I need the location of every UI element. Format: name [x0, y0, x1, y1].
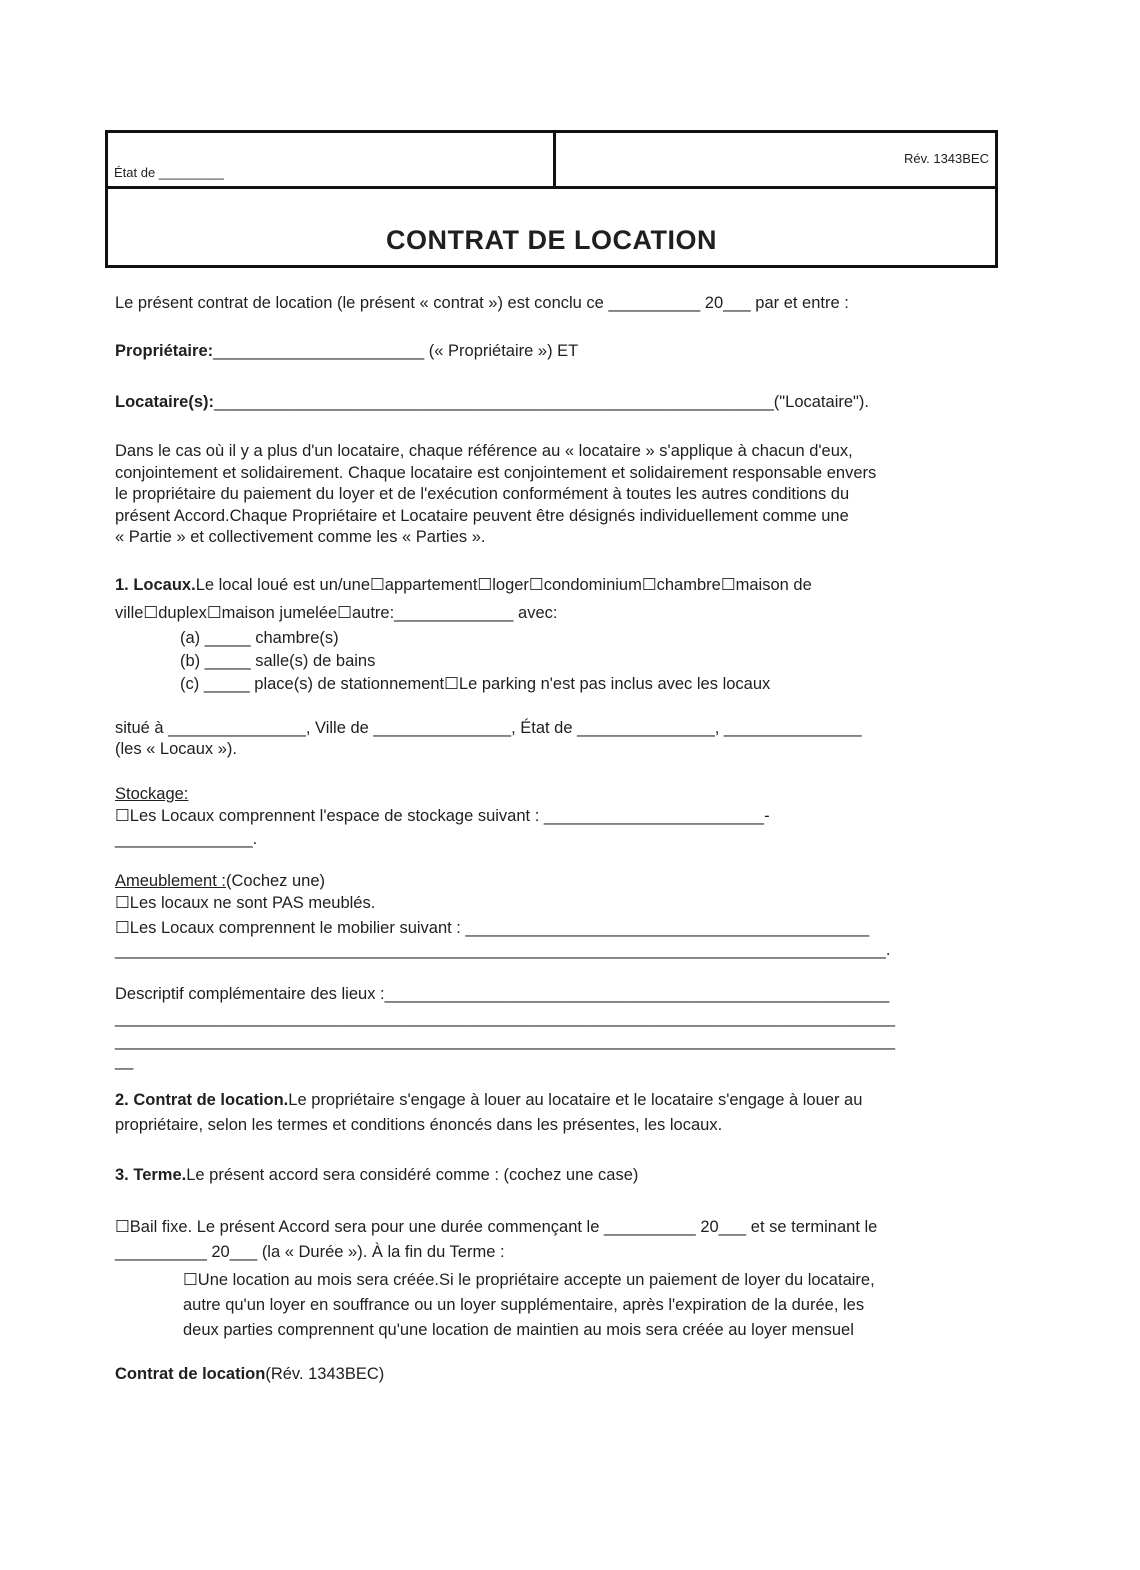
storage-line: ☐Les Locaux comprennent l'espace de stockage suivant : ________________________- — [115, 807, 770, 825]
section1-item: (a) _____ chambre(s) — [180, 629, 339, 647]
furniture-option: ☐Les Locaux comprennent le mobilier suivant : ____________________________________________ — [115, 919, 870, 937]
description-line: _____________________________________________________________________________________ — [115, 1032, 896, 1050]
paragraph-line: présent Accord.Chaque Propriétaire et Locataire peuvent être désignés individuellement comme une — [115, 507, 849, 525]
section1-item: (c) _____ place(s) de stationnement☐Le parking n'est pas inclus avec les locaux — [180, 675, 771, 693]
footer-line — [115, 1364, 384, 1384]
furniture-option: ☐Les locaux ne sont PAS meublés. — [115, 894, 376, 912]
state-field: État de _________ — [114, 165, 224, 180]
storage-heading: Stockage: — [115, 785, 189, 803]
document-title: CONTRAT DE LOCATION — [386, 225, 717, 255]
owner-field: _______________________ (« Propriétaire ») ET — [213, 342, 579, 360]
section3-text: Le présent accord sera considéré comme : (cochez une case) — [186, 1166, 639, 1184]
fixed-lease-line: ☐Bail fixe. Le présent Accord sera pour une durée commençant le __________ 20___ et se terminant le — [115, 1218, 878, 1236]
tenant-field: _____________________________________________________________("Locataire"). — [214, 393, 869, 411]
revision-label: Rév. 1343BEC — [903, 151, 989, 166]
header-divider — [553, 133, 556, 186]
header-top-row — [108, 133, 995, 189]
section3-heading: 3. Terme. — [115, 1166, 187, 1184]
paragraph-line: conjointement et solidairement. Chaque locataire est conjointement et solidairement responsable envers — [115, 464, 877, 482]
section2-text: Le propriétaire s'engage à louer au locataire et le locataire s'engage à louer au — [288, 1091, 863, 1109]
tenant-label: Locataire(s): — [115, 393, 215, 411]
fixed-lease-line: __________ 20___ (la « Durée »). À la fin du Terme : — [115, 1243, 505, 1261]
month-to-month-line: deux parties comprennent qu'une location de maintien au mois sera créée au loyer mensuel — [183, 1321, 854, 1339]
section2-heading: 2. Contrat de location. — [115, 1091, 289, 1109]
section1-text: Le local loué est un/une☐appartement☐loger☐condominium☐chambre☐maison de — [195, 576, 812, 594]
paragraph-line: le propriétaire du paiement du loyer et de l'exécution conformément à toutes les autres conditions du — [115, 485, 850, 503]
paragraph-line: « Partie » et collectivement comme les « Parties ». — [115, 528, 486, 546]
description-line: __ — [115, 1052, 134, 1070]
furniture-note: (Cochez une) — [225, 872, 326, 890]
footer-revision: (Rév. 1343BEC) — [265, 1365, 385, 1383]
location-line: (les « Locaux »). — [115, 740, 237, 758]
location-line: situé à _______________, Ville de _______________, État de _______________, _______________ — [115, 719, 862, 737]
section2-line2: propriétaire, selon les termes et conditions énoncés dans les présentes, les locaux. — [115, 1116, 723, 1134]
section1-line2: ville☐duplex☐maison jumelée☐autre:_____________ avec: — [115, 604, 558, 622]
section3-line — [115, 1165, 638, 1185]
section1-item: (b) _____ salle(s) de bains — [180, 652, 376, 670]
section1-heading: 1. Locaux. — [115, 576, 196, 594]
description-line: Descriptif complémentaire des lieux :_______________________________________________________ — [115, 985, 890, 1003]
tenant-line — [115, 392, 869, 412]
owner-line — [115, 341, 578, 361]
furniture-heading: Ameublement : — [115, 872, 226, 890]
section2-line1 — [115, 1090, 862, 1110]
owner-label: Propriétaire: — [115, 342, 214, 360]
furniture-heading-line — [115, 871, 325, 891]
month-to-month-line: autre qu'un loyer en souffrance ou un loyer supplémentaire, après l'expiration de la durée, les — [183, 1296, 865, 1314]
month-to-month-line: ☐Une location au mois sera créée.Si le propriétaire accepte un paiement de loyer du locataire, — [183, 1271, 875, 1289]
footer-label: Contrat de location — [115, 1365, 266, 1383]
document-header-box — [105, 130, 998, 268]
storage-line: _______________. — [115, 830, 258, 848]
intro-line: Le présent contrat de location (le présent « contrat ») est conclu ce __________ 20___ par et entre : — [115, 294, 849, 312]
paragraph-line: Dans le cas où il y a plus d'un locataire, chaque référence au « locataire » s'applique à chacun d'eux, — [115, 442, 853, 460]
description-line: _____________________________________________________________________________________ — [115, 1009, 896, 1027]
section1-line1 — [115, 575, 812, 595]
furniture-line: ____________________________________________________________________________________. — [115, 941, 891, 959]
